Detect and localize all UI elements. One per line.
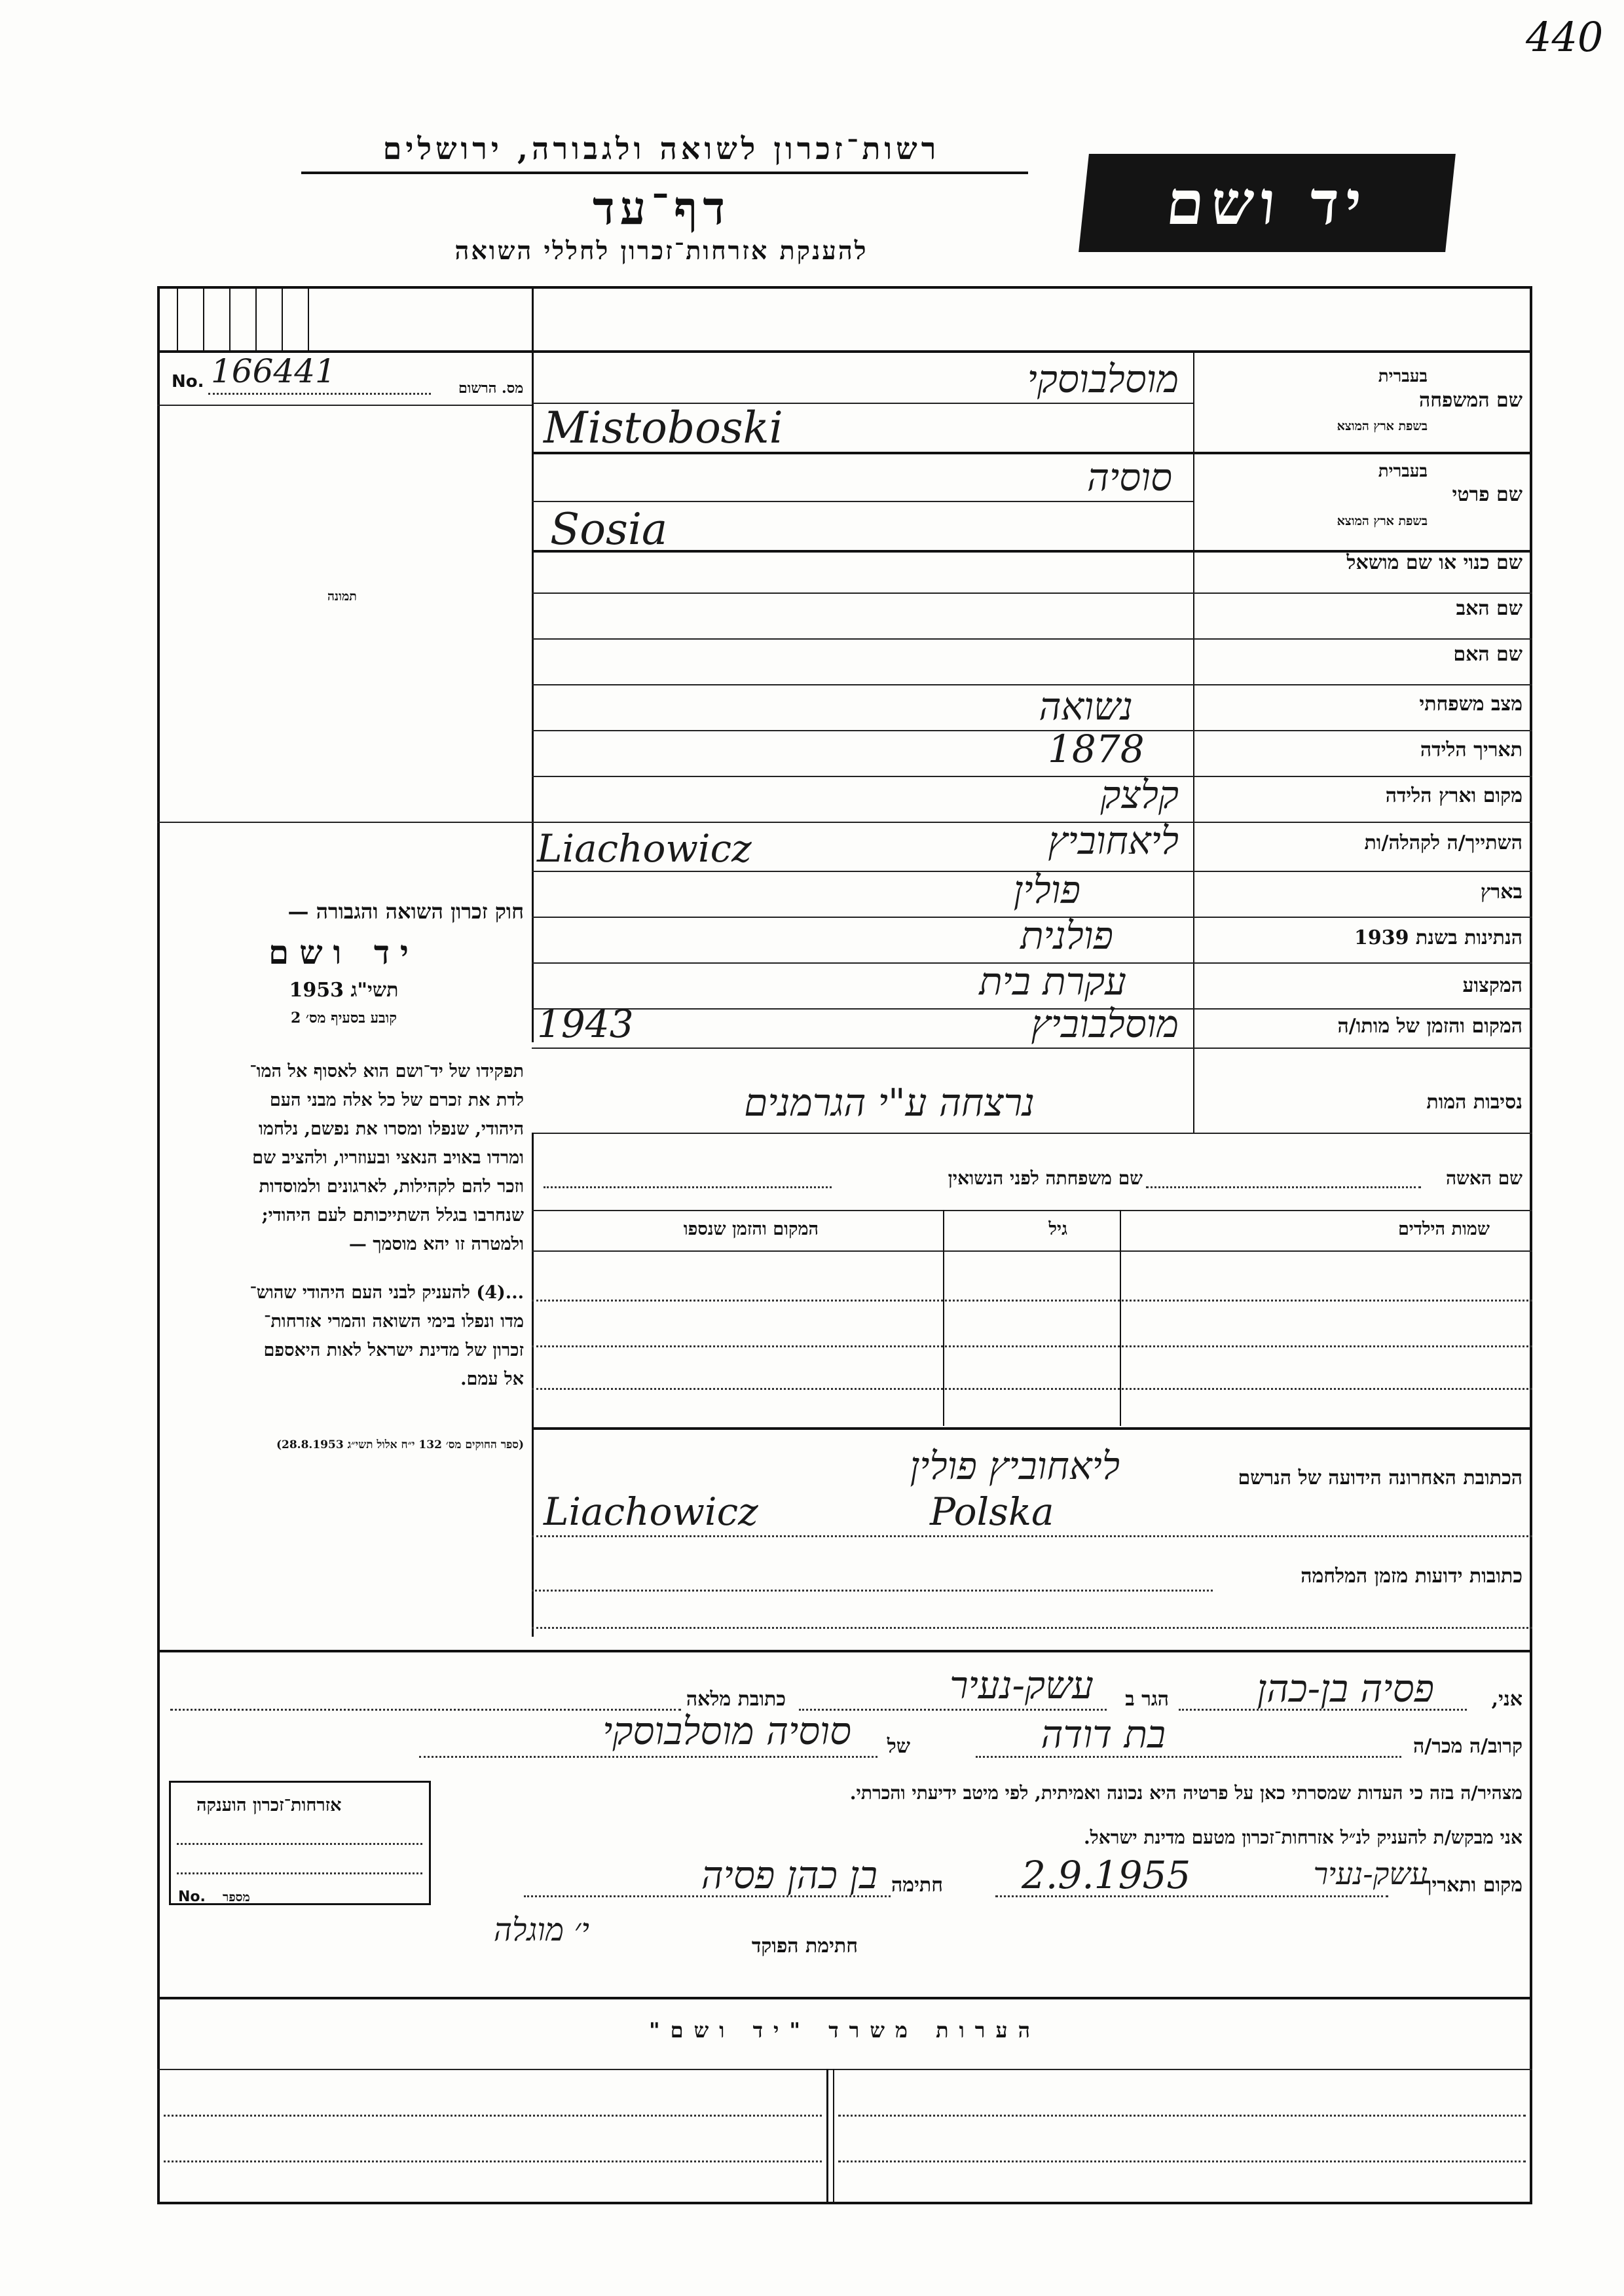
occupation-value: עקרת בית [979, 959, 1126, 1004]
relation-value: בת דודה [1041, 1712, 1166, 1757]
country-label: בארץ [1480, 881, 1522, 903]
citizenship-box-title: אזרחות־זכרון הוענקה [196, 1795, 342, 1815]
law-title: חוק זכרון השואה והגבורה — [287, 899, 524, 924]
community-value-latin: Liachowicz [537, 826, 752, 871]
law-line: תפקידו של יד־ושם הוא לאסוף אל המו־ [249, 1061, 524, 1082]
last-address-latin: Liachowicz [544, 1489, 758, 1534]
death-place-value: מוסלבוביץ [1031, 1002, 1179, 1046]
photo-label: תמונה [327, 589, 357, 604]
logo-text: יד ושם [1163, 168, 1371, 238]
signature-value: בן כהן פסיה [701, 1853, 877, 1897]
citizenship-box-number-label: מספר [223, 1890, 250, 1904]
top-row-line [157, 350, 1532, 353]
full-address-label: כתובת מלאה [686, 1688, 786, 1711]
law-line: אל עמם. [460, 1369, 524, 1389]
law-year: תשי"ג 1953 [289, 979, 399, 1002]
place-date-value: עשק-נעיר [1313, 1856, 1428, 1891]
law-line: וזכר להם לקהילות, לארגונים ולמוסדות [259, 1176, 524, 1197]
first-name-hebrew: סוסיה [1086, 455, 1172, 500]
death-circumstances-value: נרצחה ע"י הגרמנים [744, 1080, 1035, 1125]
last-address-country-latin: Polska [930, 1489, 1054, 1534]
citizenship-value: פולנית [1020, 913, 1113, 958]
first-name-label: שם פרטי [1452, 483, 1522, 506]
place-date-label: מקום ותאריך [1422, 1874, 1522, 1897]
law-source: (ספר החוקים מס׳ 132 י״ח אלול תשי״ג 28.8.1953) [276, 1438, 524, 1451]
first-name-origin-sub: בשפת ארץ המוצא [1337, 514, 1428, 528]
declarant-resides-label: הגר ב [1125, 1688, 1169, 1711]
family-name-label: שם המשפחה [1418, 389, 1522, 412]
marital-status-label: מצב משפחתי [1419, 693, 1522, 716]
law-line: ומרדו באויב הנאצי ובעוזריו, ולהציב שם [252, 1148, 524, 1168]
declaration-request: אני מבקש/ת להעניק לנ״ל אזרחות־זכרון מטעם מדינת ישראל. [1083, 1827, 1522, 1848]
family-name-hebrew: מוסלבוסקי [1027, 357, 1179, 401]
wife-maiden-label: שם משפחתה לפני הנשואין [948, 1167, 1143, 1189]
form-title: דף־עד [592, 181, 730, 235]
law-line: זכרון של מדינת ישראל לאות היאספם [263, 1340, 524, 1360]
father-name-label: שם האב [1456, 597, 1522, 620]
law-name: יד ושם [268, 933, 419, 972]
first-name-origin: Sosia [550, 504, 668, 555]
law-clause: קובע בסעיף מס׳ 2 [290, 1010, 397, 1027]
officer-signature-label: חתימת הפוקד [751, 1935, 858, 1958]
marital-status-value: נשואה [1039, 684, 1133, 729]
of-label: של [887, 1735, 910, 1758]
birth-place-value: קלצק [1100, 773, 1179, 817]
law-line: לדת את זכרם של כל אלה מבני העם [269, 1090, 524, 1110]
family-name-origin: Mistoboski [544, 403, 783, 453]
death-year-value: 1943 [537, 1002, 634, 1046]
declarant-place: עשק-נעיר [950, 1663, 1094, 1707]
citizenship-label: הנתינות בשנת 1939 [1354, 926, 1522, 949]
authority-title: רשות־זכרון לשואה ולגבורה, ירושלים [382, 131, 940, 166]
registration-no-label: No. [172, 372, 204, 392]
family-name-origin-sub: בשפת ארץ המוצא [1337, 419, 1428, 433]
birth-date-value: 1878 [1048, 727, 1145, 771]
children-place-header: המקום והזמן שנספו [683, 1219, 819, 1239]
registration-number: 166441 [211, 352, 336, 390]
of-value: סוסיה מוסלבוסקי [602, 1709, 851, 1753]
form-subtitle: להענקת אזרחות־זכרון לחללי השואה [454, 236, 868, 265]
children-names-header: שמות הילדים [1397, 1219, 1490, 1239]
registration-label: מס. הרשום [458, 380, 524, 397]
last-address-hebrew: ליאחוביץ פולין [910, 1444, 1120, 1488]
relation-label: קרוב/ה מכר/ה [1413, 1735, 1522, 1758]
mother-name-label: שם האם [1453, 643, 1522, 666]
declarant-name: פסיה בן-כהן [1257, 1666, 1434, 1711]
birth-date-label: תאריך הלידה [1420, 738, 1522, 761]
death-place-time-label: המקום והזמן של מותו/ה [1337, 1015, 1522, 1038]
law-line: היהודי, שנפלו ומסרו את נפשם, נלחמו [258, 1119, 524, 1139]
yad-vashem-logo [1079, 154, 1456, 252]
law-line: מדו ונפלו בימי השואה והמרי אזרחות־ [263, 1311, 524, 1332]
family-name-hebrew-sub: בעברית [1378, 367, 1428, 386]
death-circumstances-label: נסיבות המות [1426, 1091, 1522, 1114]
declarant-i-label: אני, [1491, 1688, 1522, 1711]
signature-label: חתימה [891, 1874, 943, 1897]
law-text [167, 1057, 524, 1394]
first-name-hebrew-sub: בעברית [1378, 462, 1428, 481]
community-value-hebrew: ליאחוביץ [1048, 818, 1179, 863]
authority-underline [301, 172, 1028, 174]
declaration-statement: מצהיר/ה בזה כי העדות שמסרתי כאן על פרטיה היא נכונה ואמיתית, לפי מיטב ידיעתי והכרתי. [849, 1782, 1522, 1804]
wartime-addresses-label: כתובות ידועות מזמן המלחמה [1301, 1565, 1522, 1588]
nickname-label: שם כנוי או שם מושאל [1346, 551, 1522, 574]
last-address-label: הכתובת האחרונה הידועה של הנרשם [1238, 1467, 1522, 1489]
law-line: ...(4) להעניק לבני העם היהודי שהוש־ [249, 1283, 524, 1303]
country-value: פולין [1013, 867, 1080, 912]
remarks-title: הערות משרד "יד ושם" [648, 2018, 1041, 2043]
date-value: 2.9.1955 [1022, 1853, 1191, 1897]
archive-number: 440 [1526, 13, 1604, 61]
children-age-header: גיל [1048, 1219, 1067, 1239]
occupation-label: המקצוע [1462, 974, 1522, 997]
law-line: ולמטרה זו יהא מוסמך — [348, 1234, 524, 1254]
community-label: השתייך/ה לקהלה/ות [1364, 831, 1522, 854]
wife-label: שם האשה [1445, 1167, 1522, 1189]
officer-signature-value: י׳ מוגלה [493, 1912, 589, 1948]
law-line: שנחרבו בגלל השתייכותם לעם היהודי; [261, 1205, 524, 1226]
birth-place-label: מקום וארץ הלידה [1385, 784, 1522, 807]
citizenship-box-no-label: No. [178, 1889, 206, 1905]
